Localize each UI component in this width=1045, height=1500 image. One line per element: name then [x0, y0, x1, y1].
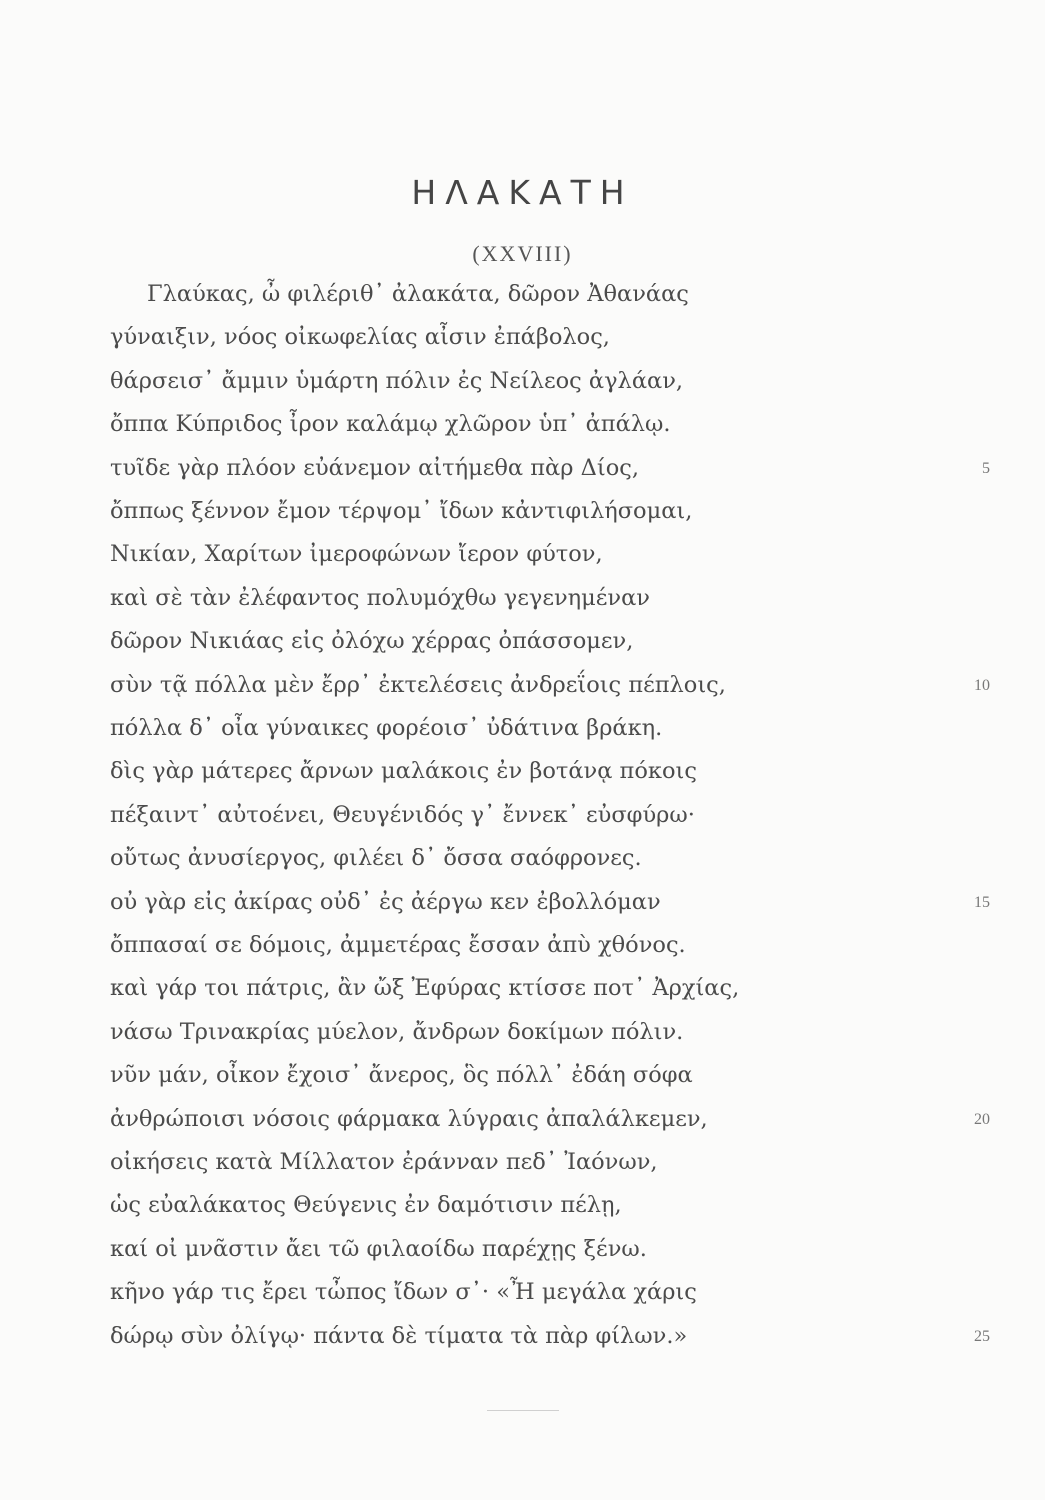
poem-line: Γλαύκας, ὦ φιλέριθ᾽ ἀλακάτα, δῶρον Ἀθανάας	[147, 281, 689, 307]
poem-line: σὺν τᾷ πόλλα μὲν ἔρρ᾽ ἐκτελέσεις ἀνδρεΐοις πέπλοις,	[110, 671, 726, 698]
poem-line: κῆνο γάρ τις ἔρει τὦπος ἴδων σ᾽· «Ἦ μεγάλα χάρις	[110, 1279, 697, 1306]
poem-number: (XXVIII)	[472, 241, 573, 266]
poem-line: τυῖδε γὰρ πλόον εὐάνεμον αἰτήμεθα πὰρ Δίος,	[110, 454, 640, 481]
poem-line: ὄππα Κύπριδος ἶρον καλάμῳ χλῶρον ὑπ᾽ ἀπάλῳ.	[110, 411, 671, 438]
page-end-rule	[487, 1410, 559, 1411]
poem-line: ἀνθρώποισι νόσοις φάρμακα λύγραις ἀπαλάλκεμεν,	[110, 1105, 708, 1132]
line-number: 25	[974, 1327, 990, 1345]
poem-line: δώρῳ σὺν ὀλίγῳ· πάντα δὲ τίματα τὰ πὰρ φίλων.»	[110, 1322, 688, 1349]
poem-line: νάσω Τρινακρίας μύελον, ἄνδρων δοκίμων πόλιν.	[110, 1018, 684, 1045]
poem-line: ὄππως ξέννον ἔμον τέρψομ᾽ ἴδων κἀντιφιλήσομαι,	[110, 498, 693, 524]
poem-line: οὔτως ἀνυσίεργος, φιλέει δ᾽ ὄσσα σαόφρονες.	[110, 845, 642, 872]
poem-body	[0, 281, 1045, 1401]
line-number: 5	[982, 459, 990, 477]
line-number: 20	[974, 1110, 990, 1128]
poem-title: ΗΛΑΚΑΤΗ	[411, 173, 634, 212]
line-number: 10	[974, 676, 990, 694]
poem-line: Νικίαν, Χαρίτων ἰμεροφώνων ἴερον φύτον,	[110, 541, 603, 568]
poem-line: οἰκήσεις κατὰ Μίλλατον ἐράνναν πεδ᾽ Ἰαόνων,	[110, 1149, 658, 1175]
line-number: 15	[974, 893, 990, 911]
poem-line: ὄππασαί σε δόμοις, ἀμμετέρας ἔσσαν ἀπὺ χθόνος.	[110, 932, 686, 958]
poem-line: καί οἰ μνᾶστιν ἄει τῶ φιλαοίδω παρέχῃς ξένω.	[110, 1235, 647, 1262]
poem-line: πόλλα δ᾽ οἶα γύναικες φορέοισ᾽ ὐδάτινα βράκη.	[110, 715, 663, 741]
poem-line: καὶ σὲ τὰν ἐλέφαντος πολυμόχθω γεγενημέναν	[110, 584, 650, 611]
poem-line: δῶρον Νικιάας εἰς ὀλόχω χέρρας ὀπάσσομεν,	[110, 628, 634, 655]
poem-line: θάρσεισ᾽ ἄμμιν ὑμάρτη πόλιν ἐς Νείλεος ἀγλάαν,	[110, 367, 684, 394]
poem-line: καὶ γάρ τοι πάτρις, ἂν ὤξ Ἐφύρας κτίσσε ποτ᾽ Ἀρχίας,	[110, 975, 740, 1002]
poem-line: ὡς εὐαλάκατος Θεύγενις ἐν δαμότισιν πέλῃ,	[110, 1192, 622, 1219]
poem-line: νῦν μάν, οἶκον ἔχοισ᾽ ἄνερος, ὃς πόλλ᾽ ἐδάη σόφα	[110, 1062, 693, 1089]
poem-line: πέξαιντ᾽ αὐτοένει, Θευγένιδός γ᾽ ἔννεκ᾽ εὐσφύρω·	[110, 801, 695, 828]
poem-line: δὶς γὰρ μάτερες ἄρνων μαλάκοις ἐν βοτάνᾳ πόκοις	[110, 758, 697, 785]
poem-line: οὐ γὰρ εἰς ἀκίρας οὐδ᾽ ἐς ἀέργω κεν ἐβολλόμαν	[110, 888, 661, 915]
poem-line: γύναιξιν, νόος οἰκωφελίας αἶσιν ἐπάβολος,	[110, 324, 610, 351]
